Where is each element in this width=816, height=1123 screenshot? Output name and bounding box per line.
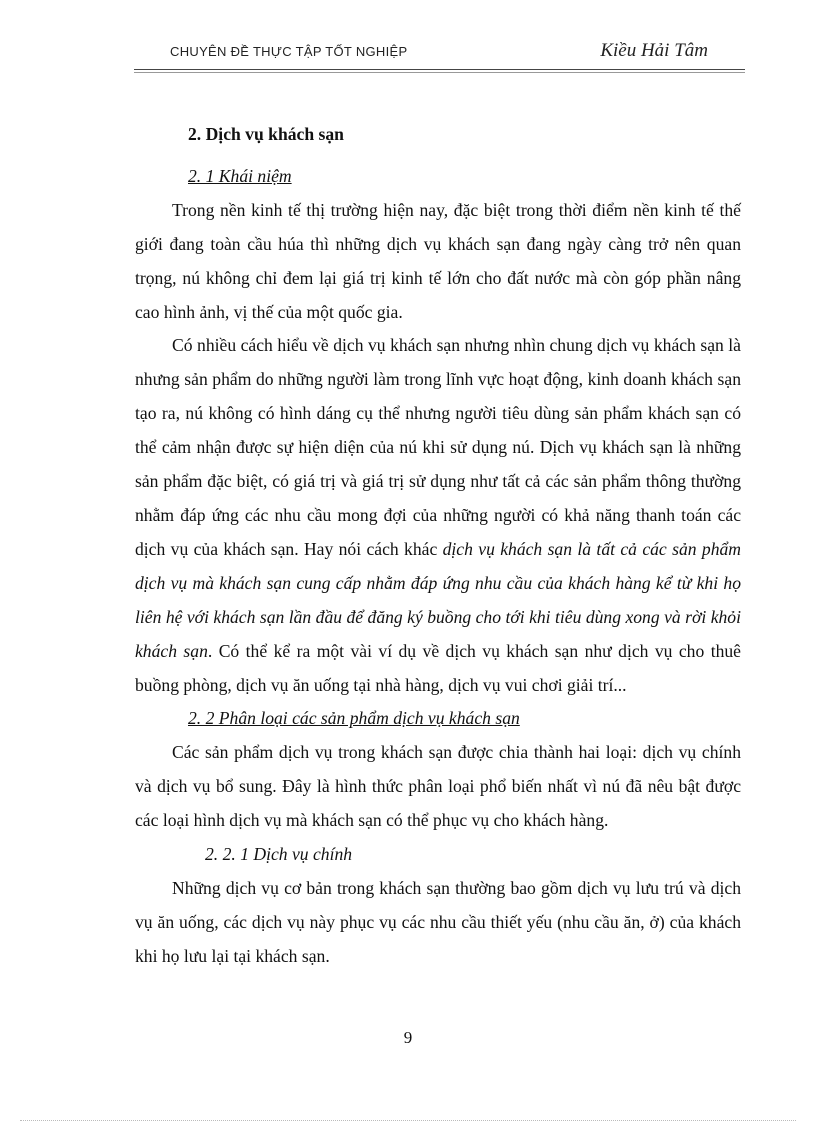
section-heading: 2. Dịch vụ khách sạn (188, 124, 344, 144)
subsection-heading-classification: 2. 2 Phân loại các sản phẩm dịch vụ khách sạn (188, 708, 520, 729)
paragraph: Trong nền kinh tế thị trường hiện nay, đặc biệt trong thời điểm nền kinh tế thế giới đang toàn cầu húa thì những dịch vụ khách sạn đang ngày càng trở nên quan trọng, nú không chỉ đem lại giá trị kinh tế lớn cho đất nước mà còn góp phần nâng cao hình ảnh, vị thế của một quốc gia. (135, 199, 741, 322)
paragraph-italic-definition: dịch vụ khách sạn là tất cả các sản phẩm dịch vụ mà khách sạn cung cấp nhằm đáp ứng nhu cầu của khách hàng kể từ khi họ liên hệ với khách sạn lần đầu để đăng ký buồng cho tới khi tiêu dùng xong và rời khỏi khách sạn (135, 538, 741, 661)
paragraph-text: . Có thể kể ra một vài ví dụ về dịch vụ khách sạn như dịch vụ cho thuê buồng phòng, dịch vụ ăn uống tại nhà hàng, dịch vụ vui chơi giải trí... (135, 640, 741, 695)
paragraph (135, 329, 741, 702)
header-title: CHUYÊN ĐỀ THỰC TẬP TỐT NGHIỆP (170, 44, 408, 59)
paragraph: Những dịch vụ cơ bản trong khách sạn thường bao gồm dịch vụ lưu trú và dịch vụ ăn uống, các dịch vụ này phục vụ các nhu cầu thiết yếu (nhu cầu ăn, ở) của khách khi họ lưu lại tại khách sạn. (135, 877, 741, 966)
paragraph: Các sản phẩm dịch vụ trong khách sạn được chia thành hai loại: dịch vụ chính và dịch vụ bổ sung. Đây là hình thức phân loại phổ biến nhất vì nú đã nêu bật được các loại hình dịch vụ mà khách sạn có thể phục vụ cho khách hàng. (135, 742, 741, 831)
subsubsection-heading-main-services: 2. 2. 1 Dịch vụ chính (205, 844, 353, 865)
subsection-heading-concept: 2. 1 Khái niệm (188, 165, 292, 186)
header-divider-secondary (134, 72, 745, 73)
header-divider (134, 69, 745, 70)
page-number: 9 (403, 1028, 413, 1047)
header-author: Kiều Hải Tâm (600, 40, 708, 61)
page-bottom-border (20, 1120, 796, 1121)
paragraph-text: Có nhiều cách hiểu về dịch vụ khách sạn nhưng nhìn chung dịch vụ khách sạn là nhưng sản phẩm do những người làm trong lĩnh vực hoạt động, kinh doanh khách sạn tạo ra, nú không có hình dáng cụ thể nhưng người tiêu dùng sản phẩm khách sạn có thể cảm nhận được sự hiện diện của nú khi sử dụng nú. Dịch vụ khách sạn là những sản phẩm đặc biệt, có giá trị và giá trị sử dụng như tất cả các sản phẩm thông thường nhằm đáp ứng các nhu cầu mong đợi của những người có khả năng thanh toán các dịch vụ của khách sạn. Hay nói cách khác (135, 335, 741, 559)
body-content (135, 118, 741, 974)
